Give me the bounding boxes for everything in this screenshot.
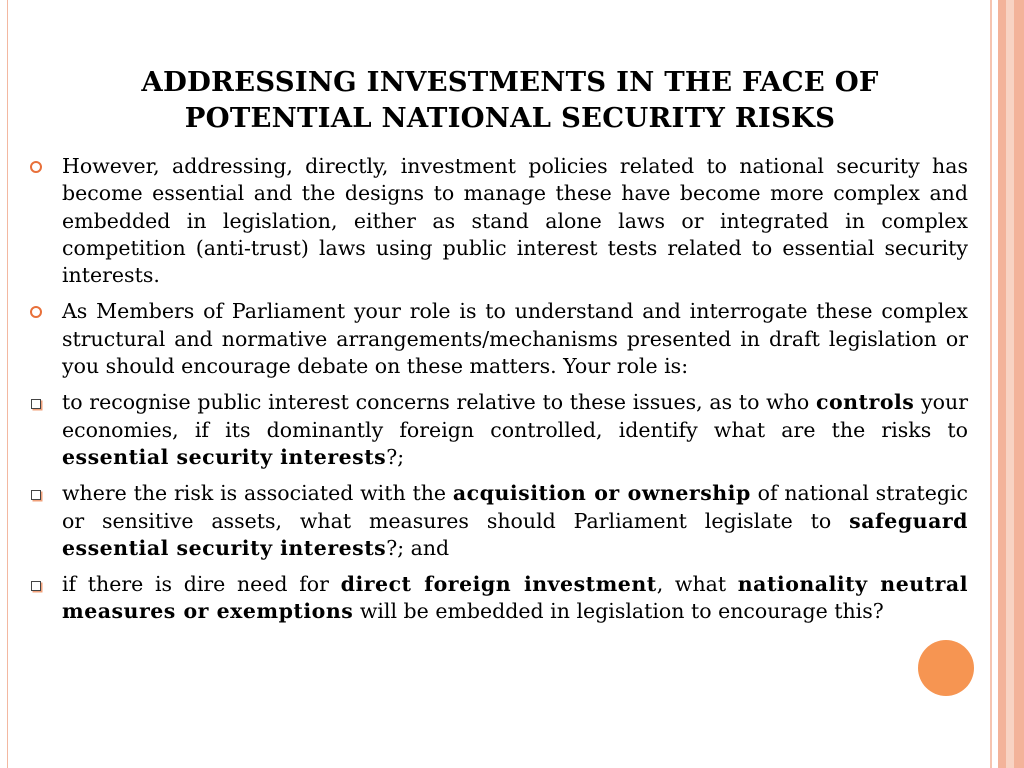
bold-phrase: essential security interests [62, 444, 387, 469]
slide-title-line-2: POTENTIAL NATIONAL SECURITY RISKS [184, 102, 836, 134]
text-run: of national strategic or sensitive assets, what measures should Parliament legislate to [62, 481, 968, 533]
square-bullet-icon [31, 399, 41, 409]
text-run: will be embedded in legislation to encourage this? [353, 599, 884, 624]
bold-phrase: safeguard essential security interests [62, 508, 968, 560]
slide-left-border [0, 0, 8, 768]
square-bullet-icon [31, 581, 41, 591]
text-run: to recognise public interest concerns relative to these issues, as to who [62, 390, 816, 415]
text-run: ?; and [386, 535, 450, 560]
bold-phrase: nationality neutral measures or exemptions [62, 572, 968, 624]
circle-bullet-icon [30, 306, 42, 318]
bullet-text [62, 571, 968, 626]
bullet-text [62, 389, 968, 471]
bullet-text [62, 153, 968, 289]
text-run: if there is dire need for [62, 572, 341, 597]
bullet-item [26, 153, 968, 289]
text-run: However, addressing, directly, investment policies related to national security has become essential and the designs to manage these have become more complex and embedded in legislation, either as stand alone laws or integrated in complex competition (anti-trust) laws using public interest tests related to essential security interests. [62, 154, 968, 288]
bold-phrase: acquisition or ownership [452, 481, 751, 506]
circle-bullet-icon [30, 161, 42, 173]
text-run: where the risk is associated with the [62, 481, 453, 506]
text-run: ?; [386, 444, 405, 469]
text-run: As Members of Parliament your role is to understand and interrogate these complex structural and normative arrangements/mechanisms presented in draft legislation or you should encourage debate on these matters. Your role is: [62, 299, 968, 379]
bullet-item [26, 571, 968, 626]
decorative-orange-circle [918, 640, 974, 696]
bullet-list [26, 153, 968, 626]
slide-title [50, 64, 970, 136]
text-run: your economies, if its dominantly foreign controlled, identify what are the risks to [62, 390, 968, 442]
bullet-text [62, 298, 968, 380]
bold-phrase: direct foreign investment [340, 572, 657, 597]
slide-title-line-1: ADDRESSING INVESTMENTS IN THE FACE OF [141, 66, 879, 98]
bold-phrase: controls [816, 390, 915, 415]
bullet-item [26, 298, 968, 380]
bullet-item [26, 389, 968, 471]
bullet-text [62, 480, 968, 562]
slide-right-stripes [984, 0, 1024, 768]
square-bullet-icon [31, 490, 41, 500]
text-run: , what [656, 572, 738, 597]
bullet-item [26, 480, 968, 562]
